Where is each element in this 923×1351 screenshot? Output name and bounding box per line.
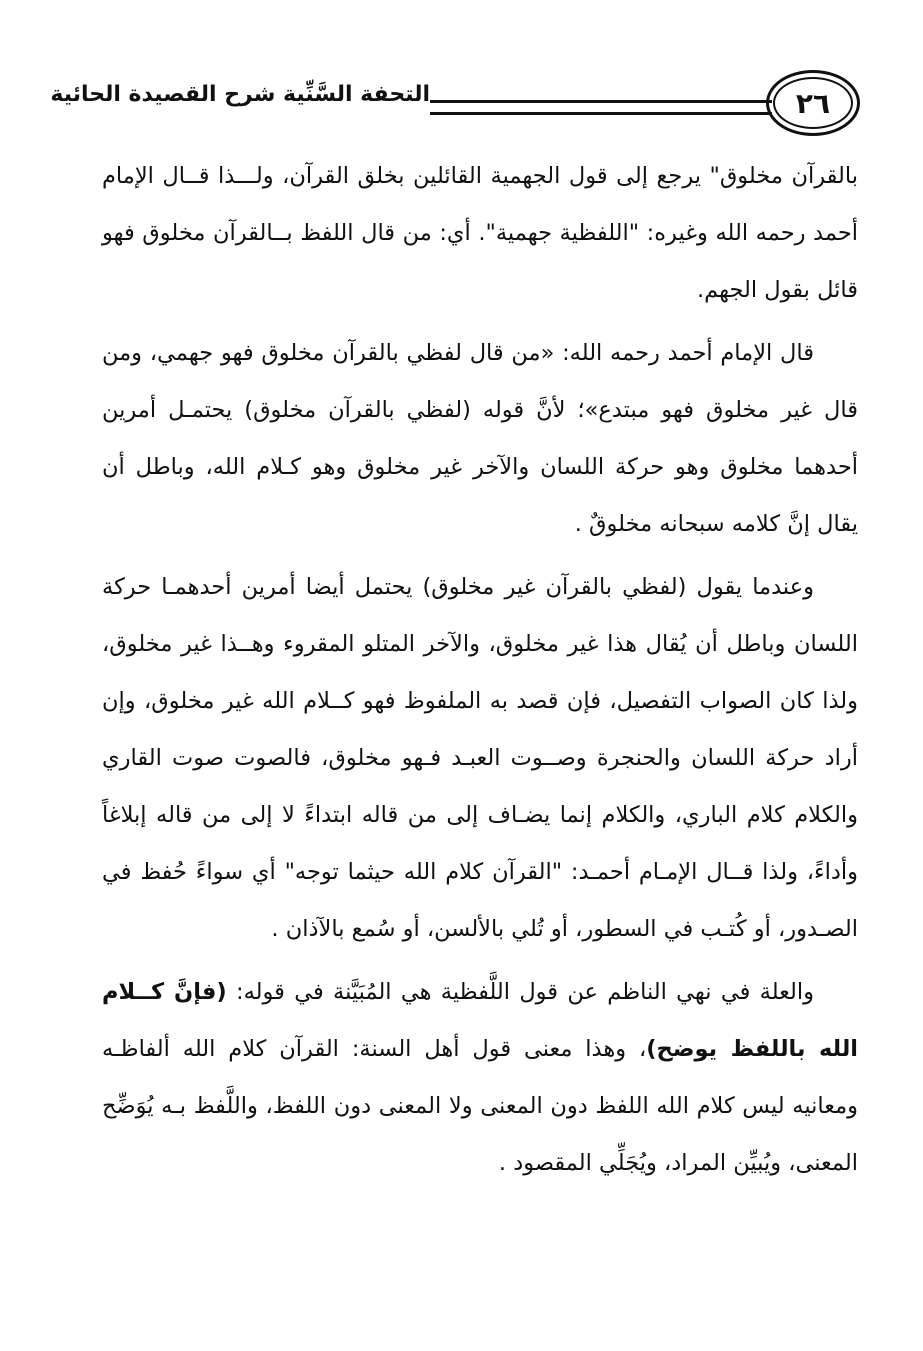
page-number: ٢٦	[795, 86, 831, 120]
paragraph-4	[102, 964, 858, 1192]
paragraph-2	[102, 325, 858, 553]
paragraph-3	[102, 559, 858, 958]
page-number-badge	[766, 70, 860, 136]
page-header	[50, 70, 860, 140]
paragraph-4-text-after: ، وهذا معنى قول أهل السنة: القرآن كلام الله ألفاظـه ومعانيه ليس كلام الله اللفظ دون المعنى ولا المعنى دون اللفظ، واللَّفظ بـه يُوَضِّح المعنى، ويُبيِّن المراد، ويُجَلِّي المقصود .	[102, 1036, 858, 1176]
paragraph-2-text: قال الإمام أحمد رحمه الله: «من قال لفظي بالقرآن مخلوق فهو جهمي، ومن قال غير مخلوق فهو مبتدع»؛ لأنَّ قوله (لفظي بالقرآن مخلوق) يحتمـل أمرين أحدهما مخلوق وهو حركة اللسان والآخر غير مخلوق وهو كـلام الله، وباطل أن يقال إنَّ كلامه سبحانه مخلوقٌ .	[102, 340, 858, 537]
running-title: التحفة السَّنِّية شرح القصيدة الحائية	[50, 82, 430, 107]
header-double-rule	[430, 100, 772, 115]
body-text	[102, 148, 858, 1192]
paragraph-1: بالقرآن مخلوق" يرجع إلى قول الجهمية القائلين بخلق القرآن، ولـــذا قــال الإمام أحمد رحمه الله وغيره: "اللفظية جهمية". أي: من قال اللفظ بــالقرآن مخلوق فهو قائل بقول الجهم.	[102, 163, 858, 303]
paragraph-4-text-before: والعلة في نهي الناظم عن قول اللَّفظية هي المُبَيَّنة في قوله:	[226, 979, 814, 1005]
paragraph-3-text: وعندما يقول (لفظي بالقرآن غير مخلوق) يحتمل أيضا أمرين أحدهمـا حركة اللسان وباطل أن يُقال هذا غير مخلوق، والآخر المتلو المقروء وهــذا غير مخلوق، ولذا كان الصواب التفصيل، فإن قصد به الملفوظ فهو كــلام الله غير مخلوق، وإن أراد حركة اللسان والحنجرة وصــوت العبـد فـهو مخلوق، فالصوت صوت القاري والكلام كلام الباري، والكلام إنما يضـاف إلى من قاله ابتداءً لا إلى من قاله إبلاغاً وأداءً، ولذا قــال الإمـام أحمـد: "القرآن كلام الله حيثما توجه" أي سواءً حُفظ في الصـدور، أو كُتـب في السطور، أو تُلي بالألسن، أو سُمع بالآذان .	[102, 574, 858, 942]
poem-quote: (فإنَّ كــلام الله باللفظ يوضح)	[102, 979, 858, 1062]
